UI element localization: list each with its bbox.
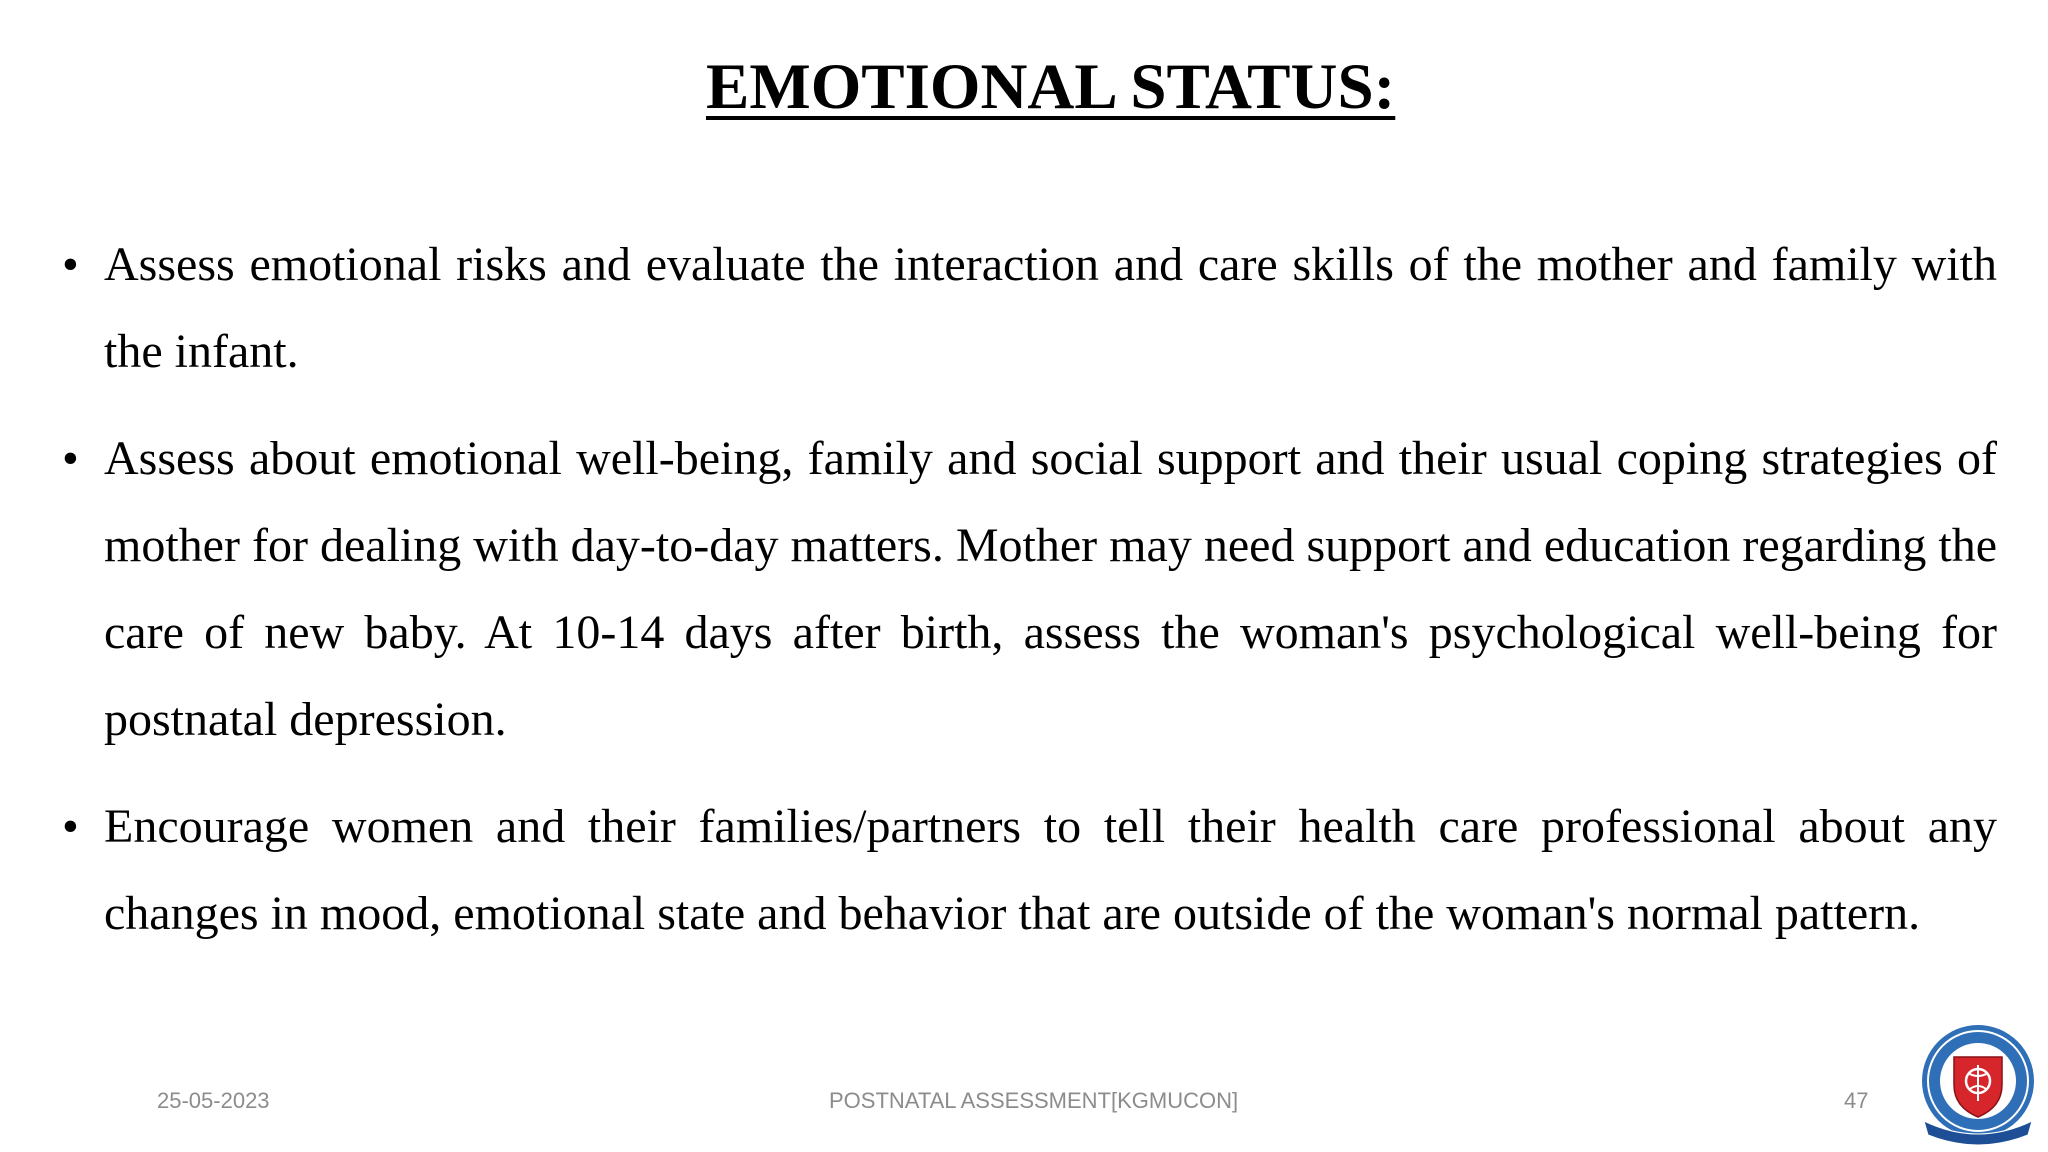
bullet-text: Encourage women and their families/partners to tell their health care professional about any changes in mood, emotional state and behavior that are outside of the woman's normal pattern. [104,800,1997,940]
bullet-text: Assess about emotional well-being, family and social support and their usual coping strategies of mother for dealing with day-to-day matters. Mother may need support and education regarding the care of new baby. At 10-14 days after birth, assess the woman's psychological well-being for postnatal depression. [104,432,1997,746]
bullet-item [62,221,1997,395]
footer-date: 25-05-2023 [157,1088,270,1113]
university-emblem-icon [1916,1023,2040,1147]
footer-title: POSTNATAL ASSESSMENT[KGMUCON] [829,1088,1239,1113]
bullet-item [62,415,1997,763]
bullet-text: Assess emotional risks and evaluate the interaction and care skills of the mother and family with the infant. [104,238,1997,378]
bullet-marker: • [62,238,79,291]
bullet-marker: • [62,432,79,485]
bullet-item [62,783,1997,957]
bullet-list [62,221,1997,977]
bullet-marker: • [62,800,79,853]
footer-page-number: 47 [1844,1088,1869,1113]
slide-title: EMOTIONAL STATUS: [706,51,1396,123]
